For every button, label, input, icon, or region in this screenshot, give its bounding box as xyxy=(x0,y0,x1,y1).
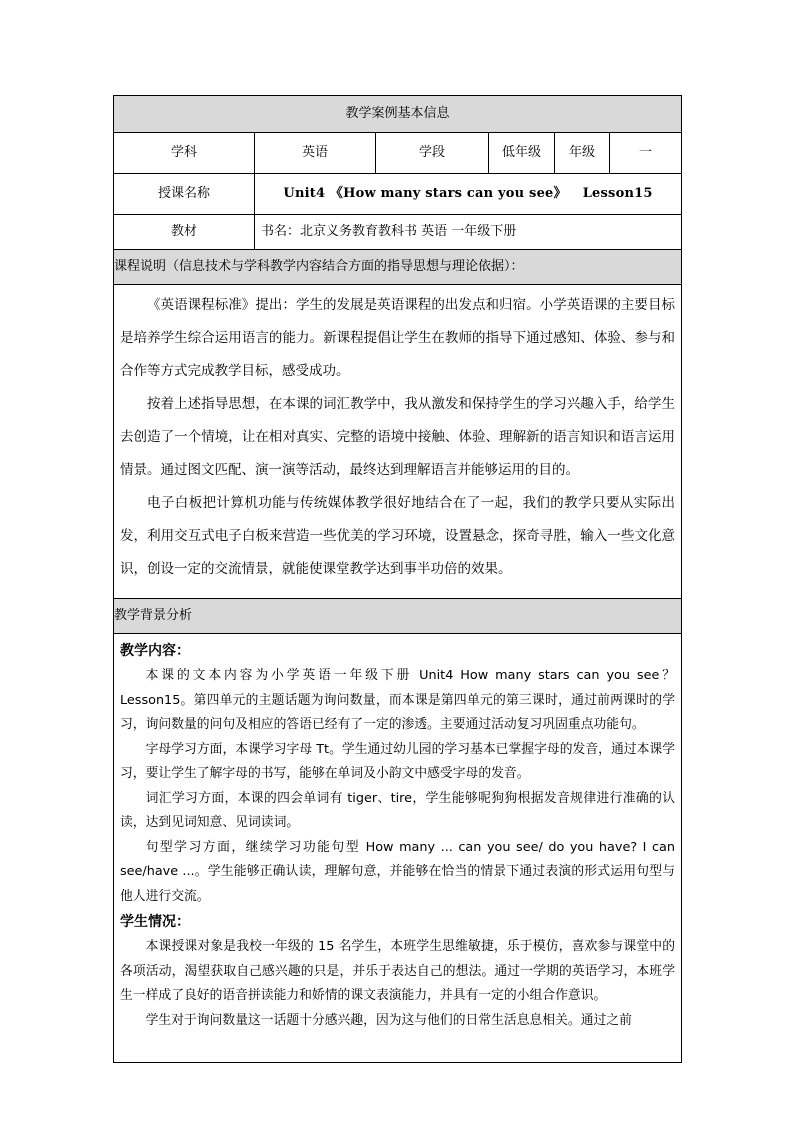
course-name-value xyxy=(255,174,682,215)
material-label: 教材 xyxy=(114,215,255,250)
course-description-header: 课程说明（信息技术与学科教学内容结合方面的指导思想与理论依据）： xyxy=(114,250,682,285)
material-value: 书名：北京义务教育教科书 英语 一年级下册 xyxy=(255,215,682,250)
content-paragraph: 句型学习方面，继续学习功能句型 How many ... can you see/ do you have? I can see/have ...。学生能够正确认读，理解句意，并能够在恰当的情景下通过表演的形式运用句型与他人进行交流。 xyxy=(120,839,676,904)
teaching-content-heading: 教学内容： xyxy=(120,643,190,659)
content-paragraph: 本课的文本内容为小学英语一年级下册 Unit4 How many stars can you see？Lesson15。第四单元的主题话题为询问数量，而本课是第四单元的第三课时，通过前两课时的学习，询问数量的问句及相应的答语已经有了一定的渗透。主要通过活动复习巩固重点功能句。 xyxy=(120,668,676,732)
content-paragraph: 词汇学习方面，本课的四会单词有 tiger、tire，学生能够呢狗狗根据发音规律进行准确的认读，达到见词知意、见词读词。 xyxy=(120,790,676,830)
stage-label: 学段 xyxy=(376,133,489,174)
course-title: Unit4 《How many stars can you see》 xyxy=(283,186,567,202)
description-paragraph: 按着上述指导思想，在本课的词汇教学中，我从激发和保持学生的学习兴趣入手，给学生去创造了一个情境，让在相对真实、完整的语境中接触、体验、理解新的语言知识和语言运用情景。通过图文匹配、演一演等活动，最终达到理解语言并能够运用的目的。 xyxy=(120,396,676,478)
course-name-label: 授课名称 xyxy=(114,174,255,215)
background-header-row xyxy=(114,599,682,634)
material-row xyxy=(114,215,682,250)
course-row xyxy=(114,174,682,215)
grade-label: 年级 xyxy=(555,133,610,174)
course-lesson: Lesson15 xyxy=(582,186,653,202)
description-paragraph: 《英语课程标准》提出：学生的发展是英语课程的出发点和归宿。小学英语课的主要目标是培养学生综合运用语言的能力。新课程提倡让学生在教师的指导下通过感知、体验、参与和合作等方式完成教学目标，感受成功。 xyxy=(120,297,676,379)
subject-value: 英语 xyxy=(255,133,376,174)
student-situation-heading: 学生情况： xyxy=(120,914,190,930)
student-paragraph: 学生对于询问数量这一话题十分感兴趣，因为这与他们的日常生活息息相关。通过之前 xyxy=(145,1012,632,1028)
stage-value: 低年级 xyxy=(489,133,555,174)
course-description-body xyxy=(114,285,682,599)
grade-value: 一 xyxy=(610,133,682,174)
lesson-info-table xyxy=(113,95,682,1063)
table-title: 教学案例基本信息 xyxy=(114,96,682,133)
subject-label: 学科 xyxy=(114,133,255,174)
course-description-header-row xyxy=(114,250,682,285)
description-paragraph: 电子白板把计算机功能与传统媒体教学很好地结合在了一起，我们的教学只要从实际出发，利用交互式电子白板来营造一些优美的学习环境，设置悬念，探奇寻胜，输入一些文化意识，创设一定的交流情景，就能使课堂教学达到事半功倍的效果。 xyxy=(120,495,676,577)
background-header: 教学背景分析 xyxy=(114,599,682,634)
student-paragraph: 本课授课对象是我校一年级的 15 名学生，本班学生思维敏捷，乐于模仿，喜欢参与课堂中的各项活动，渴望获取自己感兴趣的只是，并乐于表达自己的想法。通过一学期的英语学习，本班学生一样成了良好的语音拼读能力和娇情的课文表演能力，并具有一定的小组合作意识。 xyxy=(120,939,676,1003)
table-title-row xyxy=(114,96,682,133)
course-description-body-row xyxy=(114,285,682,599)
content-paragraph: 字母学习方面，本课学习字母 Tt。学生通过幼儿园的学习基本已掌握字母的发音，通过本课学习，要让学生了解字母的书写，能够在单词及小韵文中感受字母的发音。 xyxy=(120,741,676,781)
background-body xyxy=(114,634,682,1063)
background-body-row xyxy=(114,634,682,1063)
info-row xyxy=(114,133,682,174)
